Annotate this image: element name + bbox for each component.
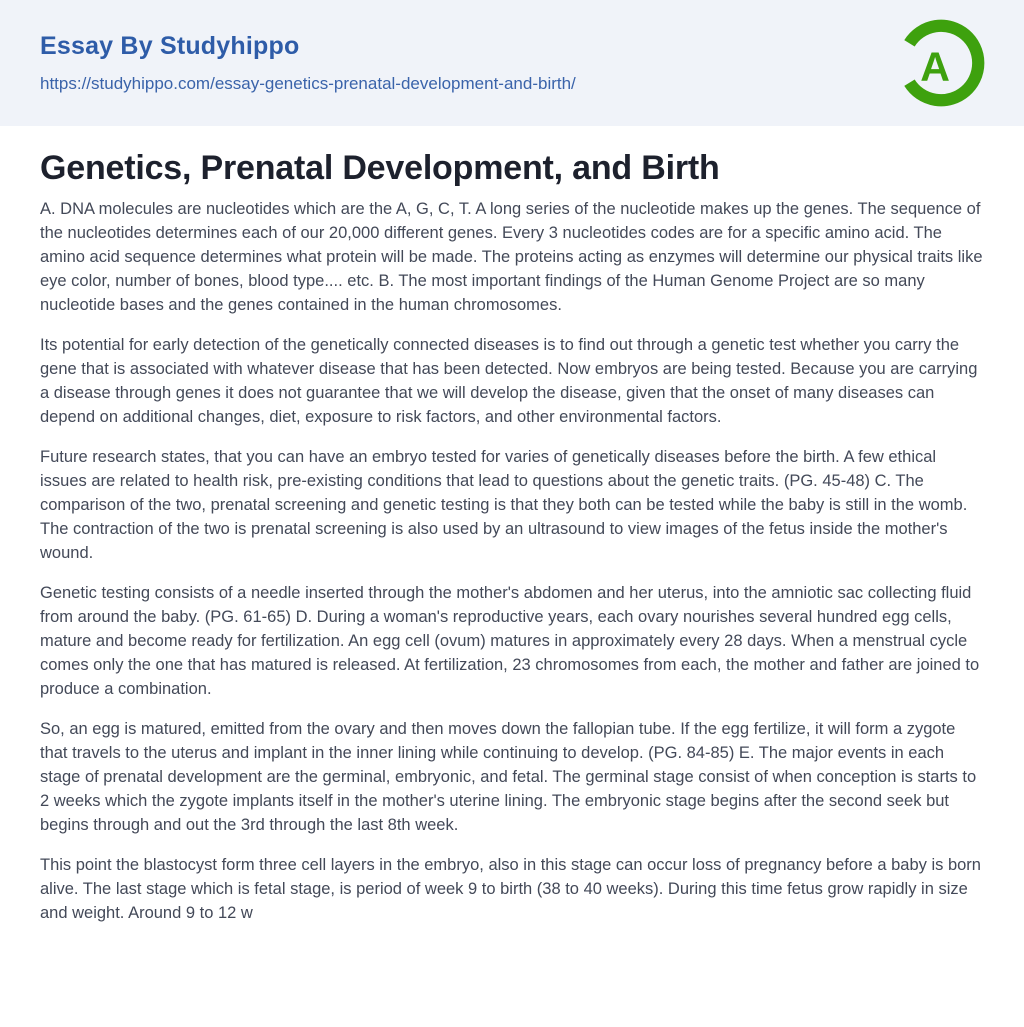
page-title: Genetics, Prenatal Development, and Birth bbox=[40, 149, 720, 187]
article-content bbox=[0, 126, 1024, 925]
essay-paragraph: Its potential for early detection of the genetically connected diseases is to find out through a genetic test whether you carry the gene that is associated with whatever disease that has been detected. Now embryos are being tested. Because you are carrying a disease through genes it does not guarantee that we will develop the disease, given that the onset of many diseases can depend on additional changes, diet, exposure to risk factors, and other environmental factors. bbox=[40, 336, 978, 426]
essay-paragraph: This point the blastocyst form three cell layers in the embryo, also in this stage can occur loss of pregnancy before a baby is born alive. The last stage which is fetal stage, is period of week 9 to birth (38 to 40 weeks). During this time fetus grow rapidly in size and weight. Around 9 to 12 w bbox=[40, 856, 981, 922]
page-header bbox=[0, 0, 1024, 126]
essay-body bbox=[40, 197, 984, 925]
essay-paragraph: A. DNA molecules are nucleotides which are the A, G, C, T. A long series of the nucleotide makes up the genes. The sequence of the nucleotides determines each of our 20,000 different genes. Every 3 nucleotides codes are for a specific amino acid. The amino acid sequence determines what protein will be made. The proteins acting as enzymes will determine our physical traits like eye color, number of bones, blood type.... etc. B. The most important findings of the Human Genome Project are so many nucleotide bases and the genes contained in the human chromosomes. bbox=[40, 200, 983, 314]
header-text-block bbox=[40, 32, 576, 94]
studyhippo-logo-icon bbox=[894, 16, 988, 110]
essay-paragraph: Genetic testing consists of a needle inserted through the mother's abdomen and her uterus, into the amniotic sac collecting fluid from around the baby. (PG. 61-65) D. During a woman's reproductive years, each ovary nourishes several hundred egg cells, mature and become ready for fertilization. An egg cell (ovum) matures in approximately every 28 days. When a menstrual cycle comes only the one that has matured is released. At fertilization, 23 chromosomes from each, the mother and father are joined to produce a combination. bbox=[40, 584, 980, 698]
logo-letter: A bbox=[920, 43, 950, 90]
essay-paragraph: So, an egg is matured, emitted from the ovary and then moves down the fallopian tube. If the egg fertilize, it will form a zygote that travels to the uterus and implant in the inner lining while continuing to develop. (PG. 84-85) E. The major events in each stage of prenatal development are the germinal, embryonic, and fetal. The germinal stage consist of when conception is starts to 2 weeks which the zygote implants itself in the mother's uterine lining. The embryonic stage begins after the second seek but begins through and out the 3rd through the last 8th week. bbox=[40, 720, 977, 834]
byline-heading: Essay By Studyhippo bbox=[40, 32, 300, 60]
essay-paragraph: Future research states, that you can have an embryo tested for varies of genetically diseases before the birth. A few ethical issues are related to health risk, pre-existing conditions that lead to questions about the genetic traits. (PG. 45-48) C. The comparison of the two, prenatal screening and genetic testing is that they both can be tested while the baby is still in the womb. The contraction of the two is prenatal screening is also used by an ultrasound to view images of the fetus inside the mother's wound. bbox=[40, 448, 968, 562]
source-url-link[interactable]: https://studyhippo.com/essay-genetics-prenatal-development-and-birth/ bbox=[40, 74, 576, 93]
